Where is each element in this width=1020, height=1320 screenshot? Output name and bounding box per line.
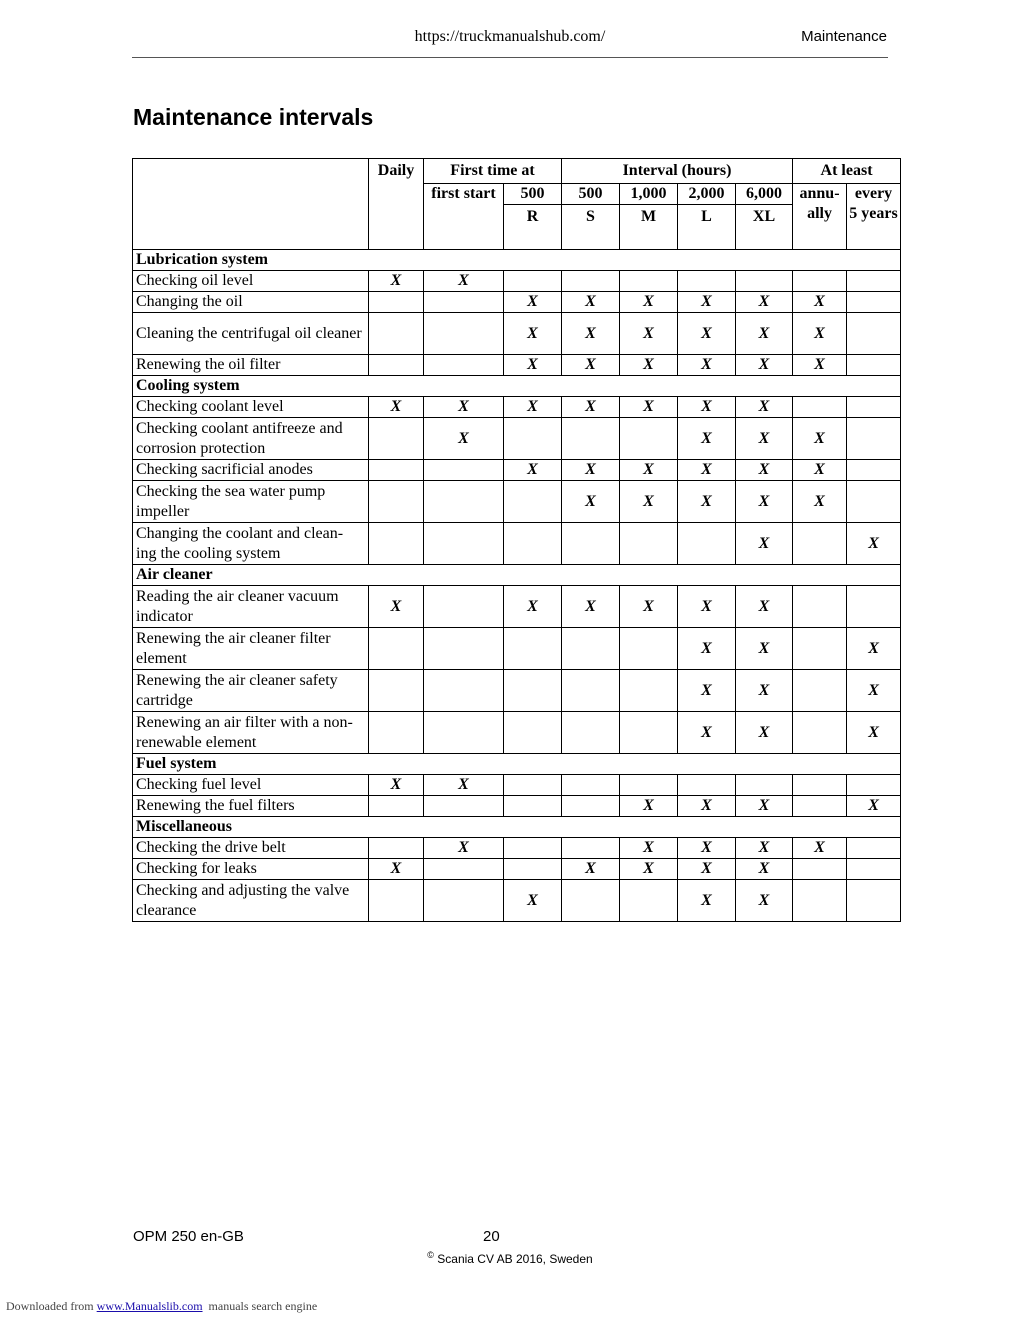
interval-mark: X <box>736 838 793 859</box>
empty-cell <box>847 397 901 418</box>
empty-cell <box>678 271 736 292</box>
interval-mark: X <box>424 397 504 418</box>
empty-cell <box>847 880 901 922</box>
empty-cell <box>678 523 736 565</box>
table-row <box>133 481 901 523</box>
header-first-time-at: First time at <box>424 159 562 184</box>
interval-mark: X <box>369 775 424 796</box>
empty-cell <box>620 712 678 754</box>
page-title: Maintenance intervals <box>133 104 374 130</box>
interval-mark: X <box>678 859 736 880</box>
empty-cell <box>369 880 424 922</box>
interval-mark: X <box>847 523 901 565</box>
interval-mark: X <box>620 397 678 418</box>
header-code-r: R <box>504 205 562 250</box>
interval-mark: X <box>793 460 847 481</box>
empty-cell <box>369 712 424 754</box>
empty-cell <box>620 880 678 922</box>
header-500-first: 500 <box>504 184 562 205</box>
interval-mark: X <box>793 481 847 523</box>
section-heading: Miscellaneous <box>133 817 901 838</box>
task-label: Renewing the air cleaner safety cartridge <box>133 670 369 712</box>
header-divider <box>132 57 888 58</box>
interval-mark: X <box>369 271 424 292</box>
interval-mark: X <box>678 880 736 922</box>
table-row <box>133 775 901 796</box>
empty-cell <box>562 418 620 460</box>
empty-cell <box>504 670 562 712</box>
empty-cell <box>424 712 504 754</box>
interval-mark: X <box>678 712 736 754</box>
maintenance-intervals-table <box>132 158 901 922</box>
empty-cell <box>620 271 678 292</box>
copyright-symbol: © <box>427 1250 434 1260</box>
empty-cell <box>562 796 620 817</box>
interval-mark: X <box>620 292 678 313</box>
table-row <box>133 586 901 628</box>
interval-mark: X <box>678 397 736 418</box>
empty-cell <box>369 523 424 565</box>
interval-mark: X <box>620 859 678 880</box>
empty-cell <box>504 838 562 859</box>
empty-cell <box>504 481 562 523</box>
empty-cell <box>562 523 620 565</box>
table-row <box>133 460 901 481</box>
task-label: Renewing the air cleaner filter element <box>133 628 369 670</box>
copyright-text: Scania CV AB 2016, Sweden <box>437 1252 593 1266</box>
task-label: Checking sacrificial anodes <box>133 460 369 481</box>
section-row <box>133 565 901 586</box>
empty-cell <box>847 586 901 628</box>
interval-mark: X <box>504 460 562 481</box>
interval-mark: X <box>736 796 793 817</box>
interval-mark: X <box>369 397 424 418</box>
maintenance-table-body <box>133 250 901 922</box>
empty-cell <box>369 313 424 355</box>
header-2000: 2,000 <box>678 184 736 205</box>
interval-mark: X <box>736 418 793 460</box>
interval-mark: X <box>562 460 620 481</box>
section-heading: Fuel system <box>133 754 901 775</box>
interval-mark: X <box>736 313 793 355</box>
empty-cell <box>424 481 504 523</box>
empty-cell <box>847 355 901 376</box>
empty-cell <box>504 523 562 565</box>
interval-mark: X <box>678 292 736 313</box>
header-500: 500 <box>562 184 620 205</box>
task-label: Cleaning the centrifugal oil cleaner <box>133 313 369 355</box>
empty-cell <box>369 355 424 376</box>
interval-mark: X <box>736 523 793 565</box>
interval-mark: X <box>736 481 793 523</box>
header-interval-hours: Interval (hours) <box>562 159 793 184</box>
table-row <box>133 355 901 376</box>
task-label: Checking for leaks <box>133 859 369 880</box>
footer-copyright <box>0 1250 1020 1266</box>
interval-mark: X <box>562 292 620 313</box>
empty-cell <box>620 670 678 712</box>
empty-cell <box>424 880 504 922</box>
task-label: Reading the air cleaner vacuum indicator <box>133 586 369 628</box>
task-label: Checking the drive belt <box>133 838 369 859</box>
empty-cell <box>847 292 901 313</box>
download-suffix: manuals search engine <box>208 1299 318 1313</box>
footer-document-id: OPM 250 en-GB <box>133 1228 244 1245</box>
empty-cell <box>847 271 901 292</box>
interval-mark: X <box>369 859 424 880</box>
task-label: Checking coolant antifreeze and corrosion protection <box>133 418 369 460</box>
task-label: Renewing the fuel filters <box>133 796 369 817</box>
empty-cell <box>369 670 424 712</box>
empty-cell <box>369 292 424 313</box>
interval-mark: X <box>620 355 678 376</box>
empty-cell <box>424 292 504 313</box>
table-row <box>133 838 901 859</box>
empty-cell <box>504 271 562 292</box>
interval-mark: X <box>678 796 736 817</box>
interval-mark: X <box>504 355 562 376</box>
interval-mark: X <box>504 397 562 418</box>
interval-mark: X <box>678 838 736 859</box>
table-row <box>133 796 901 817</box>
empty-cell <box>424 460 504 481</box>
empty-cell <box>504 796 562 817</box>
table-row <box>133 292 901 313</box>
task-label: Changing the coolant and clean- ing the cooling system <box>133 523 369 565</box>
empty-cell <box>793 712 847 754</box>
header-every-5-years: every 5 years <box>847 184 901 250</box>
task-label: Checking coolant level <box>133 397 369 418</box>
interval-mark: X <box>504 292 562 313</box>
empty-cell <box>369 628 424 670</box>
table-row <box>133 859 901 880</box>
interval-mark: X <box>562 481 620 523</box>
empty-cell <box>678 775 736 796</box>
interval-mark: X <box>424 271 504 292</box>
empty-cell <box>562 775 620 796</box>
header-daily: Daily <box>369 159 424 250</box>
manualslib-link[interactable]: www.Manualslib.com <box>96 1299 203 1313</box>
interval-mark: X <box>736 670 793 712</box>
section-row <box>133 754 901 775</box>
header-code-s: S <box>562 205 620 250</box>
header-url: https://truckmanualshub.com/ <box>414 28 606 45</box>
interval-mark: X <box>562 859 620 880</box>
table-row <box>133 628 901 670</box>
interval-mark: X <box>620 460 678 481</box>
table-row <box>133 271 901 292</box>
interval-mark: X <box>678 418 736 460</box>
empty-cell <box>504 628 562 670</box>
interval-mark: X <box>736 586 793 628</box>
empty-cell <box>424 313 504 355</box>
empty-cell <box>793 880 847 922</box>
interval-mark: X <box>847 712 901 754</box>
empty-cell <box>620 418 678 460</box>
interval-mark: X <box>620 313 678 355</box>
table-row <box>133 880 901 922</box>
interval-mark: X <box>736 397 793 418</box>
interval-mark: X <box>504 313 562 355</box>
interval-mark: X <box>562 397 620 418</box>
empty-cell <box>736 271 793 292</box>
download-notice <box>6 1299 317 1314</box>
interval-mark: X <box>736 880 793 922</box>
header-section-title: Maintenance <box>801 28 887 45</box>
interval-mark: X <box>793 838 847 859</box>
interval-mark: X <box>793 313 847 355</box>
interval-mark: X <box>504 586 562 628</box>
empty-cell <box>847 838 901 859</box>
download-prefix: Downloaded from <box>6 1299 94 1313</box>
header-code-l: L <box>678 205 736 250</box>
empty-cell <box>793 628 847 670</box>
empty-cell <box>736 775 793 796</box>
empty-cell <box>562 271 620 292</box>
interval-mark: X <box>736 292 793 313</box>
interval-mark: X <box>847 796 901 817</box>
empty-cell <box>620 775 678 796</box>
empty-cell <box>562 880 620 922</box>
empty-cell <box>847 418 901 460</box>
interval-mark: X <box>678 460 736 481</box>
header-at-least: At least <box>793 159 901 184</box>
interval-mark: X <box>562 586 620 628</box>
interval-mark: X <box>620 838 678 859</box>
table-row <box>133 523 901 565</box>
task-label: Checking the sea water pump impeller <box>133 481 369 523</box>
empty-cell <box>424 859 504 880</box>
interval-mark: X <box>793 292 847 313</box>
empty-cell <box>620 523 678 565</box>
table-row <box>133 418 901 460</box>
header-code-m: M <box>620 205 678 250</box>
interval-mark: X <box>620 481 678 523</box>
empty-cell <box>793 586 847 628</box>
interval-mark: X <box>562 313 620 355</box>
footer-page-number: 20 <box>483 1228 500 1245</box>
empty-cell <box>504 859 562 880</box>
empty-cell <box>847 313 901 355</box>
interval-mark: X <box>424 775 504 796</box>
empty-cell <box>504 775 562 796</box>
empty-cell <box>369 796 424 817</box>
empty-cell <box>562 628 620 670</box>
empty-cell <box>793 397 847 418</box>
empty-cell <box>793 859 847 880</box>
section-row <box>133 376 901 397</box>
table-row <box>133 670 901 712</box>
table-row <box>133 712 901 754</box>
section-heading: Cooling system <box>133 376 901 397</box>
interval-mark: X <box>847 628 901 670</box>
interval-mark: X <box>678 586 736 628</box>
empty-cell <box>793 775 847 796</box>
interval-mark: X <box>736 628 793 670</box>
header-task-column <box>133 159 369 250</box>
interval-mark: X <box>678 313 736 355</box>
empty-cell <box>620 628 678 670</box>
header-first-start: first start <box>424 184 504 250</box>
interval-mark: X <box>793 355 847 376</box>
interval-mark: X <box>847 670 901 712</box>
interval-mark: X <box>736 460 793 481</box>
interval-mark: X <box>678 670 736 712</box>
empty-cell <box>562 712 620 754</box>
empty-cell <box>424 586 504 628</box>
task-label: Checking fuel level <box>133 775 369 796</box>
empty-cell <box>562 670 620 712</box>
empty-cell <box>369 460 424 481</box>
interval-mark: X <box>369 586 424 628</box>
interval-mark: X <box>620 586 678 628</box>
empty-cell <box>793 796 847 817</box>
empty-cell <box>793 670 847 712</box>
empty-cell <box>793 271 847 292</box>
table-row <box>133 313 901 355</box>
interval-mark: X <box>504 880 562 922</box>
section-row <box>133 250 901 271</box>
empty-cell <box>504 418 562 460</box>
task-label: Renewing the oil filter <box>133 355 369 376</box>
section-heading: Lubrication system <box>133 250 901 271</box>
task-label: Checking oil level <box>133 271 369 292</box>
section-heading: Air cleaner <box>133 565 901 586</box>
task-label: Renewing an air filter with a non-renewable element <box>133 712 369 754</box>
empty-cell <box>504 712 562 754</box>
interval-mark: X <box>736 859 793 880</box>
empty-cell <box>847 775 901 796</box>
empty-cell <box>424 523 504 565</box>
empty-cell <box>424 670 504 712</box>
table-row <box>133 397 901 418</box>
empty-cell <box>847 460 901 481</box>
header-1000: 1,000 <box>620 184 678 205</box>
interval-mark: X <box>562 355 620 376</box>
empty-cell <box>424 628 504 670</box>
interval-mark: X <box>678 628 736 670</box>
header-code-xl: XL <box>736 205 793 250</box>
empty-cell <box>793 523 847 565</box>
interval-mark: X <box>424 418 504 460</box>
empty-cell <box>369 838 424 859</box>
interval-mark: X <box>620 796 678 817</box>
empty-cell <box>424 355 504 376</box>
interval-mark: X <box>793 418 847 460</box>
interval-mark: X <box>678 355 736 376</box>
interval-mark: X <box>678 481 736 523</box>
interval-mark: X <box>736 712 793 754</box>
empty-cell <box>847 481 901 523</box>
task-label: Changing the oil <box>133 292 369 313</box>
section-row <box>133 817 901 838</box>
interval-mark: X <box>736 355 793 376</box>
empty-cell <box>847 859 901 880</box>
empty-cell <box>369 418 424 460</box>
empty-cell <box>424 796 504 817</box>
empty-cell <box>369 481 424 523</box>
task-label: Checking and adjusting the valve clearance <box>133 880 369 922</box>
header-6000: 6,000 <box>736 184 793 205</box>
empty-cell <box>562 838 620 859</box>
header-annually: annu- ally <box>793 184 847 250</box>
interval-mark: X <box>424 838 504 859</box>
